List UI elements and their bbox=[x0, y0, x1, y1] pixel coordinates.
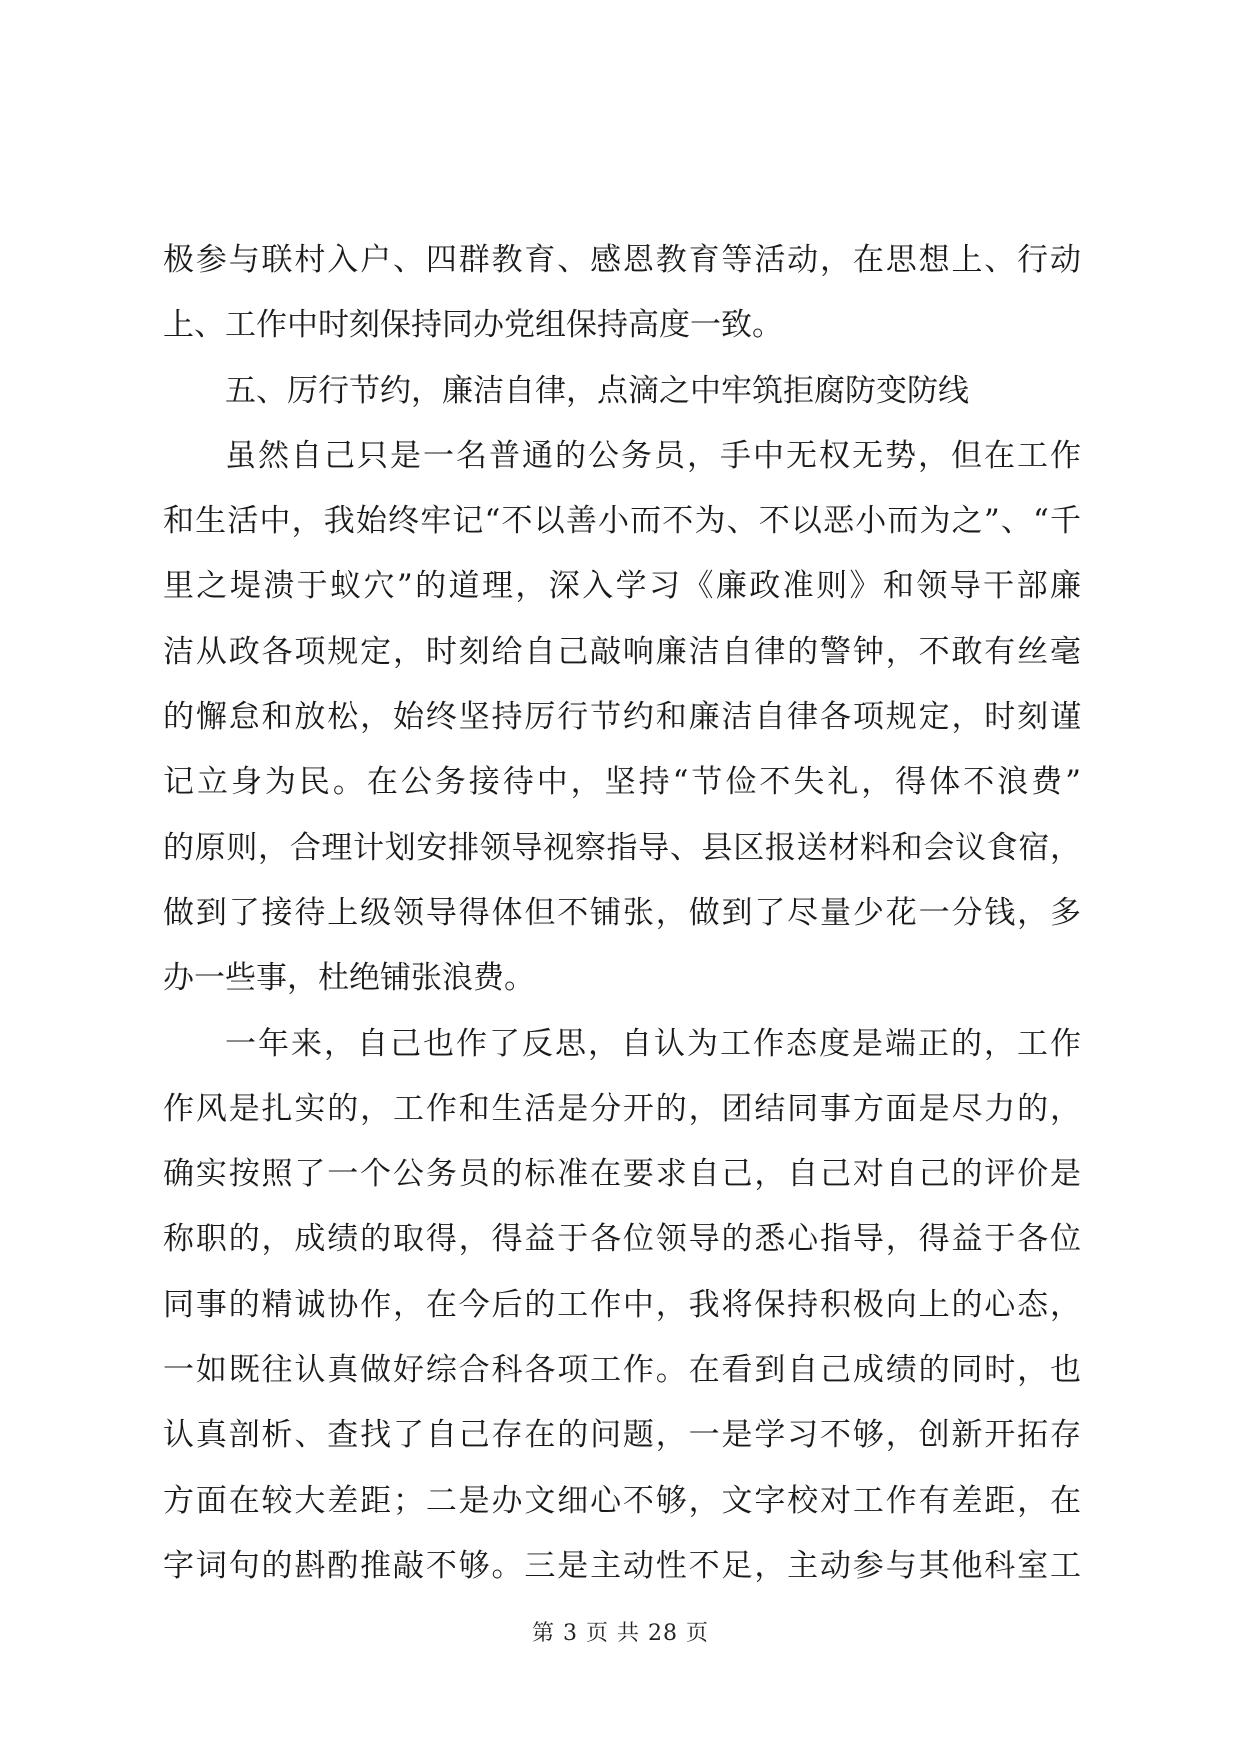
text-line: 称职的，成绩的取得，得益于各位领导的悉心指导，得益于各位 bbox=[163, 1221, 1081, 1258]
section-heading: 五、厉行节约，廉洁自律，点滴之中牢筑拒腐防变防线 bbox=[225, 372, 969, 409]
text-line: 的原则，合理计划安排领导视察指导、县区报送材料和会议食宿， bbox=[163, 829, 1081, 866]
text-line: 里之堤溃于蚁穴”的道理，深入学习《廉政准则》和领导干部廉 bbox=[163, 568, 1081, 605]
text-line: 的懈怠和放松，始终坚持厉行节约和廉洁自律各项规定，时刻谨 bbox=[163, 699, 1081, 736]
text-line: 上、工作中时刻保持同办党组保持高度一致。 bbox=[163, 307, 783, 344]
text-line: 同事的精诚协作，在今后的工作中，我将保持积极向上的心态， bbox=[163, 1286, 1081, 1323]
text-line: 记立身为民。在公务接待中，坚持“节俭不失礼，得体不浪费” bbox=[163, 764, 1081, 801]
text-line: 一如既往认真做好综合科各项工作。在看到自己成绩的同时，也 bbox=[163, 1352, 1081, 1389]
text-line: 一年来，自己也作了反思，自认为工作态度是端正的，工作 bbox=[225, 1025, 1081, 1062]
text-line: 作风是扎实的，工作和生活是分开的，团结同事方面是尽力的， bbox=[163, 1090, 1081, 1127]
text-line: 方面在较大差距；二是办文细心不够，文字校对工作有差距，在 bbox=[163, 1482, 1081, 1519]
text-line: 极参与联村入户、四群教育、感恩教育等活动，在思想上、行动 bbox=[163, 242, 1081, 278]
text-line: 办一些事，杜绝铺张浪费。 bbox=[163, 960, 535, 997]
page-number-footer: 第 3 页 共 28 页 bbox=[532, 1621, 709, 1646]
text-line: 做到了接待上级领导得体但不铺张，做到了尽量少花一分钱，多 bbox=[163, 894, 1081, 931]
text-line: 字词句的斟酌推敲不够。三是主动性不足，主动参与其他科室工 bbox=[163, 1547, 1081, 1584]
text-line: 和生活中，我始终牢记“不以善小而不为、不以恶小而为之”、“千 bbox=[163, 503, 1081, 540]
text-line: 确实按照了一个公务员的标准在要求自己，自己对自己的评价是 bbox=[163, 1156, 1081, 1193]
text-line: 虽然自己只是一名普通的公务员，手中无权无势，但在工作 bbox=[225, 437, 1081, 474]
text-line: 洁从政各项规定，时刻给自己敲响廉洁自律的警钟，不敢有丝毫 bbox=[163, 633, 1081, 670]
text-line: 认真剖析、查找了自己存在的问题，一是学习不够，创新开拓存 bbox=[163, 1417, 1081, 1454]
body-text bbox=[163, 228, 1081, 1599]
